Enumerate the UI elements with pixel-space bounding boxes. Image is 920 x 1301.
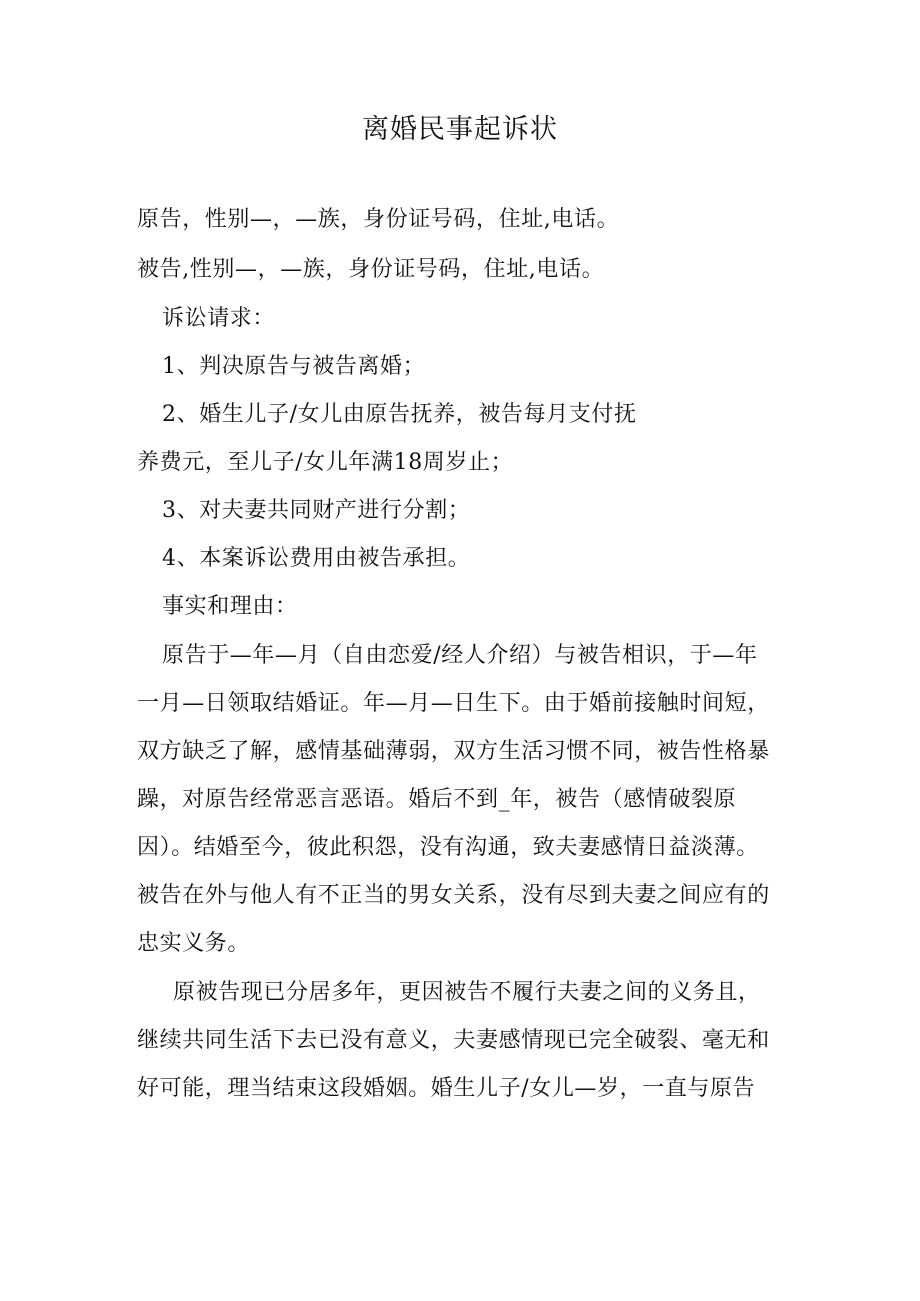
claim-2: 2、婚生儿子/女儿由原告抚养，被告每月支付抚 xyxy=(162,402,637,427)
facts-paragraph-line: 被告在外与他人有不正当的男女关系，没有尽到夫妻之间应有的 xyxy=(137,883,770,908)
defendant-line: 被告,性别—，—族，身份证号码，住址,电话。 xyxy=(137,257,605,282)
claims-heading: 诉讼请求： xyxy=(162,306,276,331)
document-title: 离婚民事起诉状 xyxy=(362,114,558,145)
separation-paragraph-line: 继续共同生活下去已没有意义，夫妻感情现已完全破裂、毫无和 xyxy=(137,1028,770,1053)
separation-paragraph-line: 好可能，理当结束这段婚姻。婚生儿子/女儿—岁，一直与原告 xyxy=(137,1076,756,1101)
facts-paragraph-line: 双方缺乏了解，感情基础薄弱，双方生活习惯不同，被告性格暴 xyxy=(137,739,770,764)
facts-paragraph-line: 忠实义务。 xyxy=(137,931,251,956)
claim-1: 1、判决原告与被告离婚； xyxy=(162,354,426,379)
facts-paragraph-line: 因）。结婚至今，彼此积怨，没有沟通，致夫妻感情日益淡薄。 xyxy=(137,835,759,860)
claim-4: 4、本案诉讼费用由被告承担。 xyxy=(162,546,471,571)
facts-paragraph-line: 躁，对原告经常恶言恶语。婚后不到_年，被告（感情破裂原 xyxy=(137,787,737,812)
facts-heading: 事实和理由： xyxy=(162,594,298,619)
separation-paragraph-line: 原被告现已分居多年，更因被告不履行夫妻之间的义务且， xyxy=(173,980,761,1005)
claim-3: 3、对夫妻共同财产进行分割； xyxy=(162,498,471,523)
facts-paragraph-line: 一月—日领取结婚证。年—月—日生下。由于婚前接触时间短， xyxy=(137,691,770,716)
claim-2-continued: 养费元，至儿子/女儿年满18周岁止； xyxy=(137,450,514,475)
plaintiff-line: 原告，性别—，—族，身份证号码，住址,电话。 xyxy=(137,207,620,232)
facts-paragraph-line: 原告于—年—月（自由恋爱/经人介绍）与被告相识，于—年 xyxy=(162,643,758,668)
